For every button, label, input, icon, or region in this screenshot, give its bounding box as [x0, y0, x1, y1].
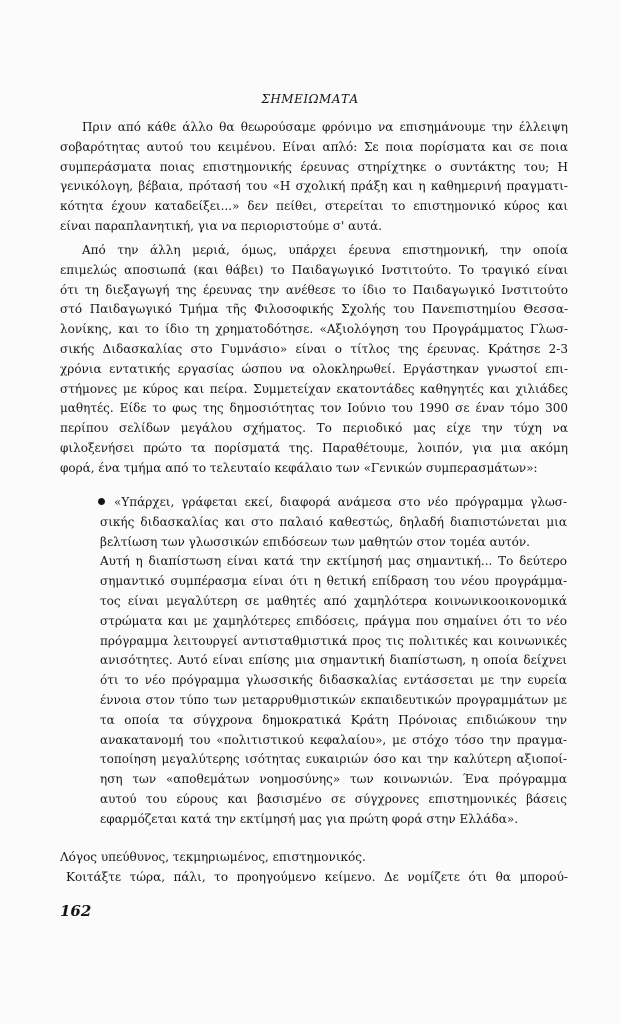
quote-line: ανακατανομή του «πολιτιστικού κεφαλαίου», με στόχο τόσο την πραγμα- [100, 732, 567, 747]
quoted-conclusions [100, 493, 567, 830]
text-line: Κοιτάξτε τώρα, πάλι, το προηγούμενο κείμενο. Δε νομίζετε ότι θα μπορού- [66, 869, 568, 884]
text-line: μαθητές. Είδε το φως της δημοσιότητας τον Ιούνιο του 1990 σε έναν τόμο 300 [60, 401, 568, 416]
text-line: περίπου σελίδων μεγάλου σχήματος. Το περιοδικό μας είχε την τύχη να [60, 421, 568, 436]
text-line: φιλοξενήσει πρώτο τα πορίσματά της. Παραθέτουμε, λοιπόν, για μια ακόμη [60, 440, 568, 455]
quote-line: στρώματα και με χαμηλότερες επιδόσεις, πράγμα που σημαίνει ότι το νέο [100, 613, 567, 628]
quote-line: Αυτή η διαπίστωση είναι κατά την εκτίμησή μας σημαντική... Το δεύτερο [100, 554, 567, 569]
quote-line: σημαντικό συμπέρασμα είναι ότι η θετική επίδραση του νέου προγράμμα- [100, 574, 567, 589]
quote-line: ηση των «αποθεμάτων νοημοσύνης» των κοινωνιών. Ένα πρόγραμμα [100, 772, 567, 787]
text-line: Πριν από κάθε άλλο θα θεωρούσαμε φρόνιμο να επισημάνουμε την έλλειψη [82, 120, 568, 134]
text-line: Λόγος υπεύθυνος, τεκμηριωμένος, επιστημονικός. [60, 850, 366, 864]
quote-line: τα οποία τα σύγχρονα δημοκρατικά Κράτη Πρόνοιας επιδιώκουν την [100, 712, 567, 727]
quote-line: τος είναι μεγαλύτερη σε μαθητές από χαμηλότερα κοινωνικοοικονομικά [100, 593, 567, 608]
quote-line: σικής διδασκαλίας και στο παλαιό καθεστώς, δηλαδή διαπιστώνεται μια [100, 514, 567, 529]
section-title: ΣΗΜΕΙΩΜΑΤΑ [261, 92, 359, 106]
quote-line: εφαρμόζεται κατά την εκτίμησή μας για πρώτη φορά στην Ελλάδα». [100, 811, 519, 826]
text-line: κότητα έχουν καταδείξει...» δεν πείθει, στερείται το επιστημονικό κύρος και [60, 199, 568, 214]
text-line: είναι παραπλανητική, για να περιοριστούμε σ' αυτά. [60, 218, 383, 233]
quote-line: έννοια στον τύπο των μεταρρυθμιστικών εκπαιδευτικών προγραμμάτων με [100, 692, 567, 707]
text-line: χρόνια εντατικής εργασίας ώσπου να ολοκληρωθεί. Εργάστηκαν γνωστοί επι- [60, 361, 568, 376]
text-line: λονίκης, και το ίδιο τη χρηματοδότησε. «Αξιολόγηση του Προγράμματος Γλωσ- [60, 322, 568, 337]
text-line: σικής Διδασκαλίας στο Γυμνάσιο» είναι ο τίτλος της έρευνας. Κράτησε 2-3 [60, 341, 568, 356]
text-line: στό Παιδαγωγικό Τμήμα τῆς Φιλοσοφικής Σχολής του Πανεπιστημίου Θεσσα- [60, 302, 568, 317]
quote-line: βελτίωση των γλωσσικών επιδόσεων των μαθητών στον τομέα αυτόν. [100, 534, 530, 549]
quote-line: «Υπάρχει, γράφεται εκεί, διαφορά ανάμεσα στο νέο πρόγραμμα γλωσ- [114, 495, 567, 509]
quote-line: τοποίηση μεγαλύτερης ισότητας ευκαιριών όσο και την καλύτερη αξιοποί- [100, 752, 567, 767]
paragraph-2 [60, 241, 568, 479]
quote-line: πρόγραμμα λειτουργεί αντισταθμιστικά προς τις πολιτικές και κοινωνικές [100, 633, 567, 648]
quote-line: ανισότητες. Αυτό είναι επίσης μια σημαντική διαπίστωση, η οποία δείχνει [100, 653, 567, 668]
text-line: γενικόλογη, βέβαια, πρότασή του «Η σχολική πράξη και η καθημερινή πραγματι- [60, 179, 568, 194]
text-line: σοβαρότητας αυτού του κειμένου. Είναι απλό: Σε ποια πορίσματα και σε ποια [60, 139, 568, 154]
text-line: φορά, ένα τμήμα από το τελευταίο κεφάλαιο των «Γενικών συμπερασμάτων»: [60, 460, 538, 475]
quote-line: ότι το νέο πρόγραμμα γλωσσικής διδασκαλίας εντάσσεται με την ευρεία [100, 673, 567, 688]
text-line: συμπεράσματα ποιας επιστημονικής έρευνας στηρίχτηκε ο συντάκτης του; Η [60, 159, 568, 174]
quote-line: αυτού του εύρους και βασισμένο σε σύγχρονες επιστημονικές βάσεις [100, 791, 567, 806]
text-line: στήμονες με κύρος και πείρα. Συμμετείχαν εκατοντάδες καθηγητές και χιλιάδες [60, 381, 568, 396]
page-number: 162 [60, 902, 92, 920]
text-line: ότι τη διεξαγωγή της έρευνας την ανέθεσε το ίδιο το Παιδαγωγικό Ινστιτούτο [60, 282, 568, 297]
paragraph-1 [60, 118, 568, 237]
closing-paragraph [60, 848, 568, 888]
text-line: επιμελώς αποσιωπά (και θάβει) το Παιδαγωγικό Ινστιτούτο. Το τραγικό είναι [60, 262, 568, 277]
text-line: Από την άλλη μεριά, όμως, υπάρχει έρευνα επιστημονική, την οποία [82, 243, 568, 257]
